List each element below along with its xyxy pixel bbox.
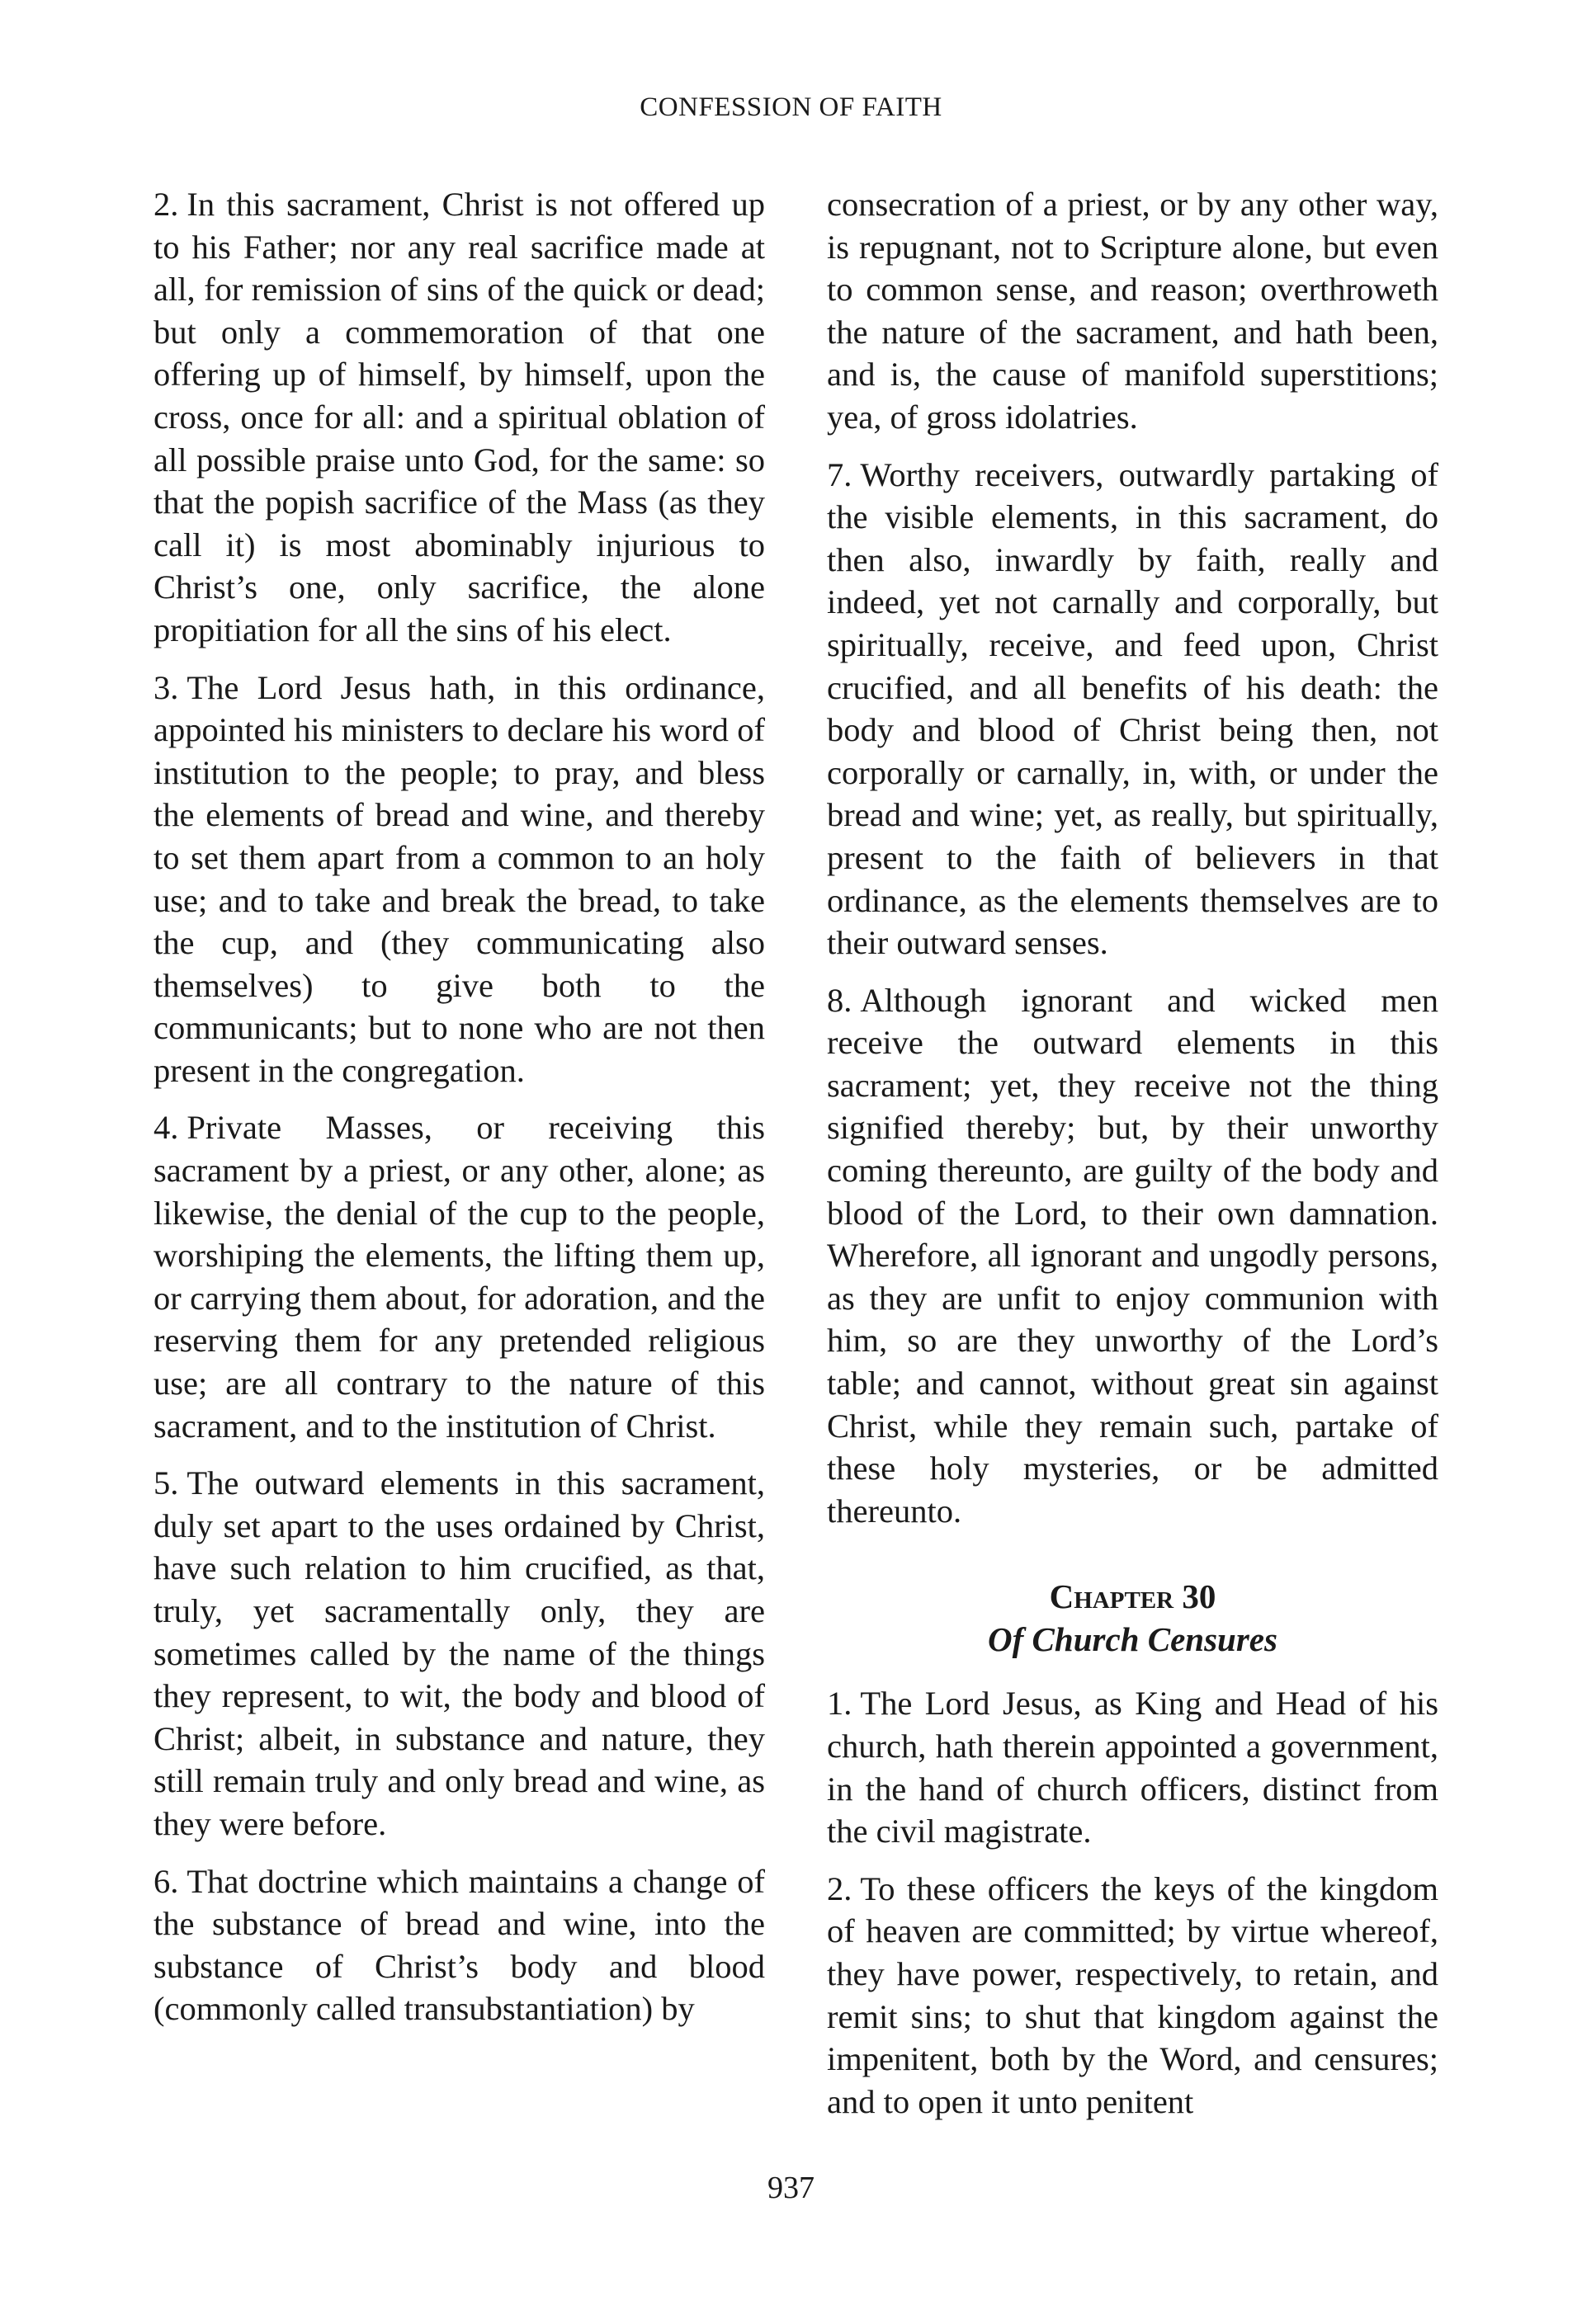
paragraph-text: Although ignorant and wicked men receive the outward elements in this sacrament; yet, they receive not the thing signified thereby; but, by their unworthy coming thereunto, are guilty of the body and blood of the Lord, to their own damnation. Wherefore, all ignorant and ungodly persons, as they are unfit to enjoy communion with him, so are they unworthy of the Lord’s table; and cannot, without great sin against Christ, while they remain such, partake of these holy mysteries, or be admitted thereunto. [827, 981, 1438, 1530]
paragraph-number: 2. [153, 186, 179, 223]
paragraph-text: Worthy receivers, outwardly partaking of the visible elements, in this sacrament, do then also, inwardly by faith, really and indeed, yet not carnally and corporally, but spiritually, receive, and feed upon, Christ crucified, and all benefits of his death: the body and blood of Christ being then, not corporally or carnally, in, with, or under the bread and wine; yet, as really, but spiritually, present to the faith of believers in that ordinance, as the elements themselves are to their outward senses. [827, 455, 1438, 962]
paragraph-text: The Lord Jesus, as King and Head of his church, hath therein appointed a government, in the hand of church officers, distinct from the civil magistrate. [827, 1685, 1438, 1850]
paragraph-text: The outward elements in this sacrament, duly set apart to the uses ordained by Christ, have such relation to him crucified, as that, truly, yet sacramentally only, they are sometimes called by the name of the things they represent, to wit, the body and blood of Christ; albeit, in substance and nature, they still remain truly and only bread and wine, as they were before. [153, 1464, 765, 1842]
paragraph-text: That doctrine which maintains a change of the substance of bread and wine, into the substance of Christ’s body and blood (commonly called transubstantiation) by [153, 1862, 765, 2028]
paragraph-section-7 [827, 454, 1438, 964]
paragraph-chapter-30-section-1 [827, 1682, 1438, 1852]
paragraph-text: In this sacrament, Christ is not offered up to his Father; nor any real sacrifice made at all, for remission of sins of the quick or dead; but only a commemoration of that one offering up of himself, by himself, upon the cross, once for all: and a spiritual oblation of all possible praise unto God, for the same: so that the popish sacrifice of the Mass (as they call it) is most abominably injurious to Christ’s one, only sacrifice, the alone propitiation for all the sins of his elect. [153, 186, 765, 648]
paragraph-section-3 [153, 667, 765, 1092]
paragraph-chapter-30-section-2 [827, 1868, 1438, 2124]
right-column [827, 183, 1438, 2138]
running-head: CONFESSION OF FAITH [640, 92, 942, 122]
chapter-label: Chapter 30 [1049, 1577, 1216, 1616]
paragraph-section-4 [153, 1106, 765, 1447]
page-number: 937 [767, 2171, 815, 2205]
paragraph-text: The Lord Jesus hath, in this ordinance, appointed his ministers to declare his word of institution to the people; to pray, and bless the elements of bread and wine, and thereby to set them apart from a common to an holy use; and to take and break the bread, to take the cup, and (they communicating also themselves) to give both to the communicants; but to none who are not then present in the congregation. [153, 668, 765, 1089]
paragraph-number: 5. [153, 1464, 179, 1502]
paragraph-number: 3. [153, 668, 179, 706]
paragraph-section-8 [827, 979, 1438, 1533]
chapter-heading [827, 1575, 1438, 1661]
paragraph-section-5 [153, 1462, 765, 1845]
paragraph-number: 2. [827, 1869, 852, 1907]
paragraph-section-6 [153, 1860, 765, 2030]
paragraph-number: 7. [827, 455, 852, 493]
paragraph-text: To these officers the keys of the kingdom of heaven are committed; by virtue whereof, they have power, respectively, to retain, and remit sins; to shut that kingdom against the impenitent, both by the Word, and censures; and to open it unto penitent [827, 1869, 1438, 2120]
paragraph-section-2 [153, 183, 765, 652]
paragraph-section-6-continued [827, 183, 1438, 439]
left-column [153, 183, 765, 2045]
paragraph-number: 1. [827, 1685, 852, 1723]
paragraph-number: 8. [827, 981, 852, 1019]
paragraph-number: 4. [153, 1109, 179, 1147]
paragraph-number: 6. [153, 1862, 179, 1900]
paragraph-text: Private Masses, or receiving this sacrament by a priest, or any other, alone; as likewise, the denial of the cup to the people, worshiping the elements, the lifting them up, or carrying them about, for adoration, and the reserving them for any pretended religious use; are all contrary to the nature of this sacrament, and to the institution of Christ. [153, 1109, 765, 1445]
chapter-title: Of Church Censures [988, 1620, 1277, 1659]
paragraph-text: consecration of a priest, or by any other way, is repugnant, not to Scripture alone, but even to common sense, and reason; overthroweth the nature of the sacrament, and hath been, and is, the cause of manifold superstitions; yea, of gross idolatries. [827, 186, 1438, 436]
